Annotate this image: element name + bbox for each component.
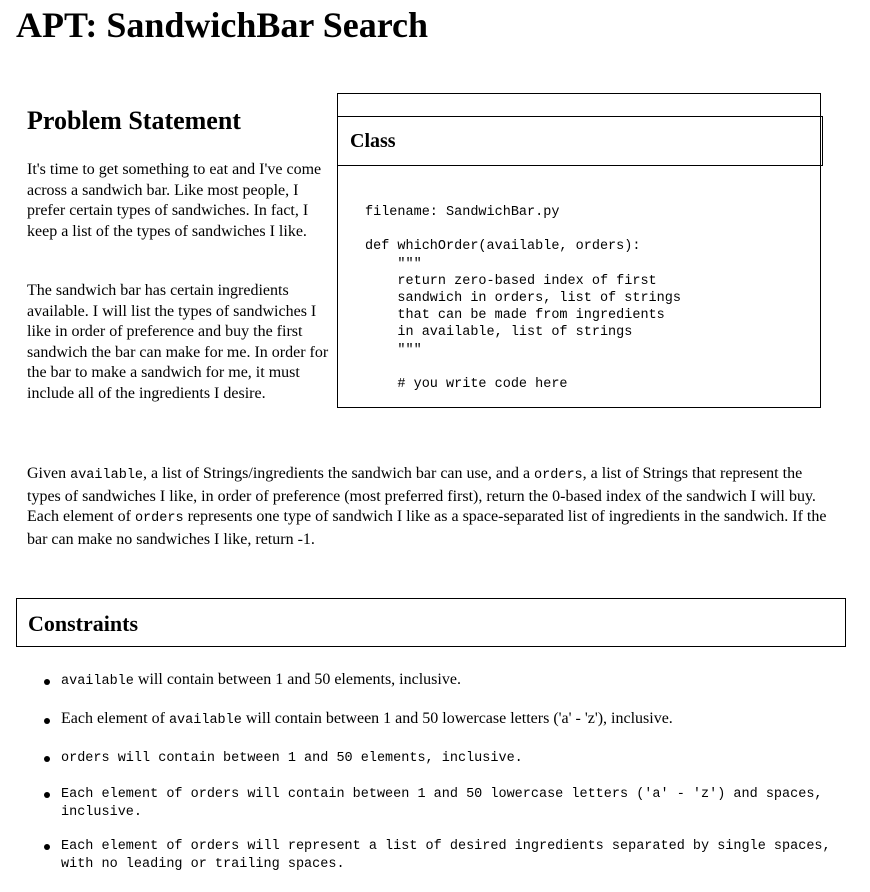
problem-statement-heading: Problem Statement [27,106,241,135]
constraint-code: available [168,713,242,728]
p3-text-2: , a list of Strings/ingredients the sandwich bar can use, and a [143,465,535,482]
problem-paragraph-3 [27,464,839,550]
page-title: APT: SandwichBar Search [16,5,429,45]
class-header [337,116,823,166]
constraint-pre: Each element of [61,710,169,727]
p3-text-4: represents one type of sandwich I like as a space-separated list of ingredients in the sandwich. If the bar can make no sandwiches I like, return -1. [27,508,827,548]
constraint-code: available [61,674,134,689]
problem-paragraph-1: It's time to get something to eat and I've come across a sandwich bar. Like most people, I prefer certain types of sandwiches. In fact, I keep a list of the types of sandwiches I like. [27,161,322,240]
constraint-item: Each element of orders will contain between 1 and 50 lowercase letters ('a' - 'z') and spaces, inclusive. [61,786,851,822]
p3-code-available: available [70,468,144,483]
problem-paragraph-2: The sandwich bar has certain ingredients available. I will list the types of sandwiches I like in order of preference and buy the first sandwich the bar can make for me. In order for the bar to make a sandwich for me, it must include all of the ingredients I desire. [27,282,329,402]
p3-code-orders: orders [534,468,583,483]
constraint-item: Each element of orders will represent a list of desired ingredients separated by single spaces, with no leading or trailing spaces. [61,838,851,874]
constraint-text: will contain between 1 and 50 lowercase letters ('a' - 'z'), inclusive. [241,710,673,727]
class-heading: Class [350,130,396,152]
p3-code-orders-2: orders [134,511,184,526]
p3-text-3: , a list of Strings that represent the types of sandwiches I like, in order of preference (most preferred first), return the 0-based index of the sandwich I will buy. Each element of [27,465,816,525]
constraint-item: orders will contain between 1 and 50 elements, inclusive. [61,750,851,768]
class-box [337,93,821,408]
constraint-item [61,709,851,732]
class-code: filename: SandwichBar.py def whichOrder(available, orders): """ return zero-based index of first sandwich in orders, list of strings that can be made from ingredients in available, list of strings """ # you write code here [365,205,681,393]
constraints-heading: Constraints [28,611,139,636]
constraint-item [61,670,851,693]
constraints-box [16,598,846,647]
p3-text-1: Given [27,465,71,482]
constraint-text: will contain between 1 and 50 elements, inclusive. [133,671,461,688]
